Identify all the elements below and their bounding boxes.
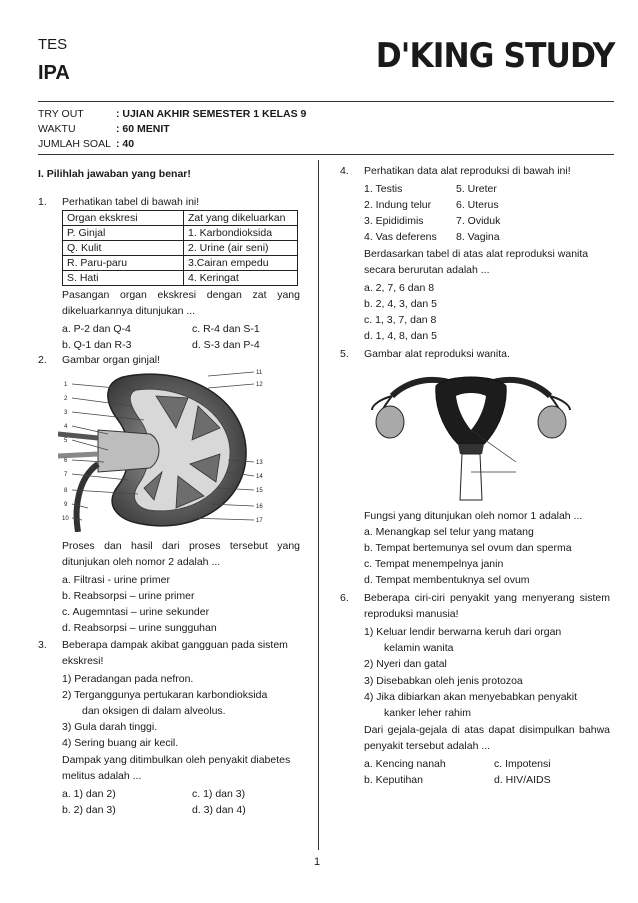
table-row	[63, 271, 298, 286]
question-text: Perhatikan data alat reproduksi di bawah ini!	[364, 165, 571, 177]
list-item: dan oksigen di dalam alveolus.	[82, 705, 226, 717]
list-item: kanker leher rahim	[384, 707, 471, 719]
option[interactable]: c. Tempat menempelnya janin	[364, 558, 504, 570]
table-cell: P. Ginjal	[63, 226, 184, 241]
list-item: 3) Gula darah tinggi.	[62, 721, 158, 733]
kidney-label: 15	[256, 488, 263, 494]
question-2	[38, 352, 304, 368]
kidney-diagram	[58, 368, 272, 532]
table-row	[63, 256, 298, 271]
meta-key: WAKTU	[38, 123, 76, 135]
table-cell: S. Hati	[63, 271, 184, 286]
meta-divider	[38, 154, 614, 155]
option[interactable]: d. HIV/AIDS	[494, 774, 551, 786]
question-text: Gambar alat reproduksi wanita.	[364, 348, 510, 360]
option[interactable]: c. Impotensi	[494, 758, 551, 770]
table-cell: 3.Cairan empedu	[184, 256, 298, 271]
list-item: 1) Keluar lendir berwarna keruh dari organ	[364, 626, 562, 638]
kidney-label: 1	[64, 382, 68, 388]
option[interactable]: c. Augemntasi – urine sekunder	[62, 606, 210, 618]
option[interactable]: b. 2, 4, 3, dan 5	[364, 298, 437, 310]
question-6-prompt: Dari gejala-gejala di atas dapat disimpulkan bahwa penyakit tersebut adalah ...	[364, 724, 610, 752]
meta-value: : 40	[116, 138, 135, 150]
instruction	[38, 166, 300, 182]
question-number: 3.	[38, 639, 47, 651]
option[interactable]: b. Keputihan	[364, 774, 423, 786]
table-cell: R. Paru-paru	[63, 256, 184, 271]
list-item: 4) Jika dibiarkan akan menyebabkan penyakit	[364, 691, 578, 703]
option[interactable]: c. 1) dan 3)	[192, 788, 246, 800]
header-divider	[38, 101, 614, 102]
excretion-table	[62, 210, 298, 286]
option[interactable]: d. Reabsorpsi – urine sungguhan	[62, 622, 217, 634]
option[interactable]: a. 2, 7, 6 dan 8	[364, 282, 435, 294]
kidney-label: 12	[256, 382, 263, 388]
list-item: 2) Nyeri dan gatal	[364, 658, 447, 670]
list-item: 4) Sering buang air kecil.	[62, 737, 179, 749]
option[interactable]: d. 3) dan 4)	[192, 804, 246, 816]
question-text: Perhatikan tabel di bawah ini!	[62, 196, 200, 208]
kidney-label: 11	[256, 370, 263, 376]
kidney-label: 8	[64, 488, 68, 494]
option[interactable]: d. S-3 dan P-4	[192, 339, 260, 351]
kidney-label: 17	[256, 518, 263, 524]
table-header-row	[63, 211, 298, 226]
female-reproductive-diagram	[366, 362, 576, 502]
list-item: 8. Vagina	[456, 231, 500, 243]
meta-value: : 60 MENIT	[116, 123, 170, 135]
question-number: 6.	[340, 592, 349, 604]
option[interactable]: a. 1) dan 2)	[62, 788, 116, 800]
table-header: Organ ekskresi	[63, 211, 184, 226]
question-3	[38, 637, 304, 669]
subject-title: IPA	[38, 62, 70, 84]
page-number: 1	[314, 856, 321, 868]
option[interactable]: d. Tempat membentuknya sel ovum	[364, 574, 530, 586]
question-number: 1.	[38, 196, 47, 208]
option[interactable]: a. Kencing nanah	[364, 758, 446, 770]
list-item: 2) Terganggunya pertukaran karbondioksida	[62, 689, 268, 701]
meta-count	[38, 138, 134, 150]
meta-time	[38, 123, 170, 135]
kidney-label: 3	[64, 410, 68, 416]
list-item: 5. Ureter	[456, 183, 497, 195]
option[interactable]: b. Tempat bertemunya sel ovum dan sperma	[364, 542, 572, 554]
question-4	[340, 163, 610, 179]
question-text: Gambar organ ginjal!	[62, 354, 161, 366]
list-item: 1. Testis	[364, 183, 403, 195]
test-label: TES	[38, 36, 68, 53]
list-item: 6. Uterus	[456, 199, 499, 211]
question-number: 5.	[340, 348, 349, 360]
option[interactable]: c. 1, 3, 7, dan 8	[364, 314, 437, 326]
question-1	[38, 194, 304, 210]
table-cell: 1. Karbondioksida	[184, 226, 298, 241]
kidney-label: 9	[64, 502, 68, 508]
option[interactable]: b. Q-1 dan R-3	[62, 339, 132, 351]
kidney-label: 6	[64, 458, 68, 464]
kidney-label: 14	[256, 474, 263, 480]
list-item: kelamin wanita	[384, 642, 454, 654]
table-cell: 4. Keringat	[184, 271, 298, 286]
option[interactable]: b. 2) dan 3)	[62, 804, 116, 816]
option[interactable]: b. Reabsorpsi – urine primer	[62, 590, 195, 602]
question-text: Beberapa ciri-ciri penyakit yang menyerang sistem reproduksi manusia!	[364, 592, 610, 620]
table-header: Zat yang dikeluarkan	[184, 211, 298, 226]
kidney-label: 4	[64, 424, 68, 430]
kidney-label: 2	[64, 396, 68, 402]
meta-tryout	[38, 108, 306, 120]
question-6	[340, 590, 610, 622]
list-item: 4. Vas deferens	[364, 231, 437, 243]
option[interactable]: d. 1, 4, 8, dan 5	[364, 330, 437, 342]
list-item: 3) Disebabkan oleh jenis protozoa	[364, 675, 523, 687]
question-5-prompt: Fungsi yang ditunjukan oleh nomor 1 adalah ...	[364, 510, 583, 522]
option[interactable]: a. P-2 dan Q-4	[62, 323, 131, 335]
kidney-label: 10	[62, 516, 69, 522]
kidney-label: 5	[64, 438, 68, 444]
question-2-prompt: Proses dan hasil dari proses tersebut yang ditunjukan oleh nomor 2 adalah ...	[62, 540, 300, 568]
question-5	[340, 346, 610, 362]
list-item: 2. Indung telur	[364, 199, 432, 211]
list-item: 3. Epididimis	[364, 215, 424, 227]
question-text: Beberapa dampak akibat gangguan pada sistem ekskresi!	[62, 639, 288, 667]
brand-logo: D'KING STUDY	[375, 36, 614, 76]
kidney-label: 16	[256, 504, 263, 510]
question-1-prompt: Pasangan organ ekskresi dengan zat yang dikeluarkannya ditunjukan ...	[62, 289, 300, 317]
list-item: 7. Oviduk	[456, 215, 501, 227]
option[interactable]: a. Menangkap sel telur yang matang	[364, 526, 534, 538]
question-number: 2.	[38, 354, 47, 366]
option[interactable]: a. Filtrasi - urine primer	[62, 574, 170, 586]
kidney-label: 7	[64, 472, 68, 478]
kidney-label: 13	[256, 460, 263, 466]
meta-key: JUMLAH SOAL	[38, 138, 111, 150]
table-row	[63, 226, 298, 241]
meta-key: TRY OUT	[38, 108, 84, 120]
table-row	[63, 241, 298, 256]
question-number: 4.	[340, 165, 349, 177]
option[interactable]: c. R-4 dan S-1	[192, 323, 260, 335]
question-4-prompt: Berdasarkan tabel di atas alat reproduksi wanita secara berurutan adalah ...	[364, 248, 589, 276]
meta-value: : UJIAN AKHIR SEMESTER 1 KELAS 9	[116, 108, 307, 120]
table-cell: Q. Kulit	[63, 241, 184, 256]
instruction-text: I. Pilihlah jawaban yang benar!	[38, 168, 191, 180]
question-3-prompt: Dampak yang ditimbulkan oleh penyakit diabetes melitus adalah ...	[62, 754, 291, 782]
table-cell: 2. Urine (air seni)	[184, 241, 298, 256]
list-item: 1) Peradangan pada nefron.	[62, 673, 194, 685]
column-divider	[318, 160, 319, 850]
